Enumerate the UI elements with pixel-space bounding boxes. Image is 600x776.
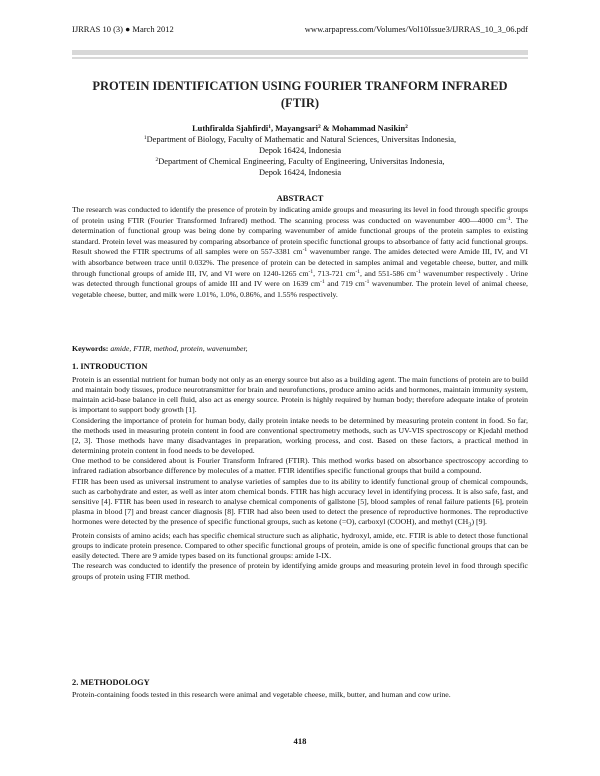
section-heading-methodology: 2. METHODOLOGY xyxy=(72,678,150,687)
abstract-body: The research was conducted to identify the presence of protein by indicating amide groups and measuring its level in food through specific groups of protein using FTIR (Fourier Transformed Infrared) method. The scanning process was conducted on wavenumber 400—4000 $cm^{-1}$. The determination of functional group was being done by comparing wavenumber of amide functional groups of the protein samples to existing standard. Protein level was measured by comparing absorbance of protein specific functional groups to absorbance of fatty acid functional groups. Result showed the FTIR spectrums of all samples were on 557-3381 $cm^{-1}$ wavenumber range. The amides detected were Amide III, IV, and VI with absorbance between trace until 0.032%. The presence of protein can be detected in samples animal and vegetable cheese, butter, and milk through functional groups of amide III, IV, and VI were on 1240-1265 $cm^{-1}$, 713-721 $cm^{-1}$, and 551-586 $cm^{-1}$ wavenumber respectively . Urine was detected through functional groups of amide III and IV were on 1639 $cm^{-1}$ and 719 $cm^{-1}$ wavenumber. The protein level of animal cheese, vegetable cheese, butter, and milk were 1.01%, 1.0%, 0.86%, and 1.55% respectively. xyxy=(72,205,528,299)
header-rule-thick xyxy=(72,50,528,55)
affiliation-1-city: Depok 16424, Indonesia xyxy=(258,146,342,155)
intro-paragraph: Protein consists of amino acids; each has specific chemical structure such as aliphatic, hydroxyl, amide, etc. FTIR is able to detect those functional groups to indicate protein presence. Compared to other specific functional groups of protein, amide is one of specific functional groups that can be easily detected. There are 9 amide types based on its functional groups: amide I-IX. xyxy=(72,530,528,561)
section-heading-introduction: 1. INTRODUCTION xyxy=(72,362,148,371)
journal-url: www.arpapress.com/Volumes/Vol10Issue3/IJRRAS_10_3_06.pdf xyxy=(304,24,528,34)
keywords-list: amide, FTIR, method, protein, wavenumber, xyxy=(108,344,248,353)
header-rule-thin xyxy=(72,57,528,59)
keywords xyxy=(72,344,528,353)
author-names: Luthfiralda Sjahfirdi$^1$, Mayangsari$^2$ & Mohammad Nasikin$^2$ xyxy=(192,124,408,133)
methodology-body: Protein-containing foods tested in this research were animal and vegetable cheese, milk, butter, and human and cow urine. xyxy=(72,690,451,699)
author-block xyxy=(72,123,528,178)
affiliation-2: $^2$Department of Chemical Engineering, Faculty of Engineering, Universitas Indonesia, xyxy=(155,157,445,166)
intro-paragraph: The research was conducted to identify the presence of protein by identifying amide groups and measuring protein level in food through specific groups of protein using FTIR method. xyxy=(72,561,528,581)
introduction-body xyxy=(72,375,528,582)
journal-header: IJRRAS 10 (3) ● March 2012 xyxy=(72,24,174,34)
intro-paragraph: Protein is an essential nutrient for human body not only as an energy source but also as a building agent. The main functions of protein are to build and maintain body tissues, produce neurotransmitter for brain and neurofunctions, produce amino acids and hormones, maintain immunity system, maintain acid-base balance in cell fluid, also act as energy source. Protein is highly required by human body; therefore adequate intake of protein is important to support body growth [1]. xyxy=(72,375,528,415)
abstract-heading: ABSTRACT xyxy=(276,193,324,203)
affiliation-1: $^1$Department of Biology, Faculty of Mathematic and Natural Sciences, Universitas Indonesia, xyxy=(143,135,457,144)
page-number: 418 xyxy=(293,736,307,746)
intro-paragraph: One method to be considered about is Fourier Transform Infrared (FTIR). This method works based on absorbance spectroscopy according to infrared radiation absorbance difference by molecules of a matter. FTIR identifies specific functional groups that build a compound. xyxy=(72,456,528,476)
paper-title: PROTEIN IDENTIFICATION USING FOURIER TRANFORM INFRARED (FTIR) xyxy=(92,79,508,110)
affiliation-2-city: Depok 16424, Indonesia xyxy=(258,168,342,177)
keywords-label: Keywords: xyxy=(72,344,109,353)
intro-paragraph: FTIR has been used as universal instrument to analyse varieties of samples due to its ability to identify functional group of chemical compounds, such as carbohydrate and ester, as well as inter atom chemical bonds. FTIR has high accuracy level in identifying process. It is also safe, fast, and sensitive [4]. FTIR has been used in research to analyse chemical components of gallstone [5], blood samples of renal failure patients [6], protein plasma in blood [7] and breast cancer diagnosis [8]. FTIR had also been used to detect the presence of reproductive hormones. The reproductive hormones were detected by the presence of specific functional groups, such as ketone (=O), carboxyl (COOH), and methyl $(CH_3)$ [9]. xyxy=(72,476,528,529)
intro-paragraph: Considering the importance of protein for human body, daily protein intake needs to be determined by measuring protein content in food. So far, the methods used in measuring protein content in food are conventional spectrometry methods, such as UV-VIS spectroscopy or Kjedahl method [2, 3]. Those methods have many disadvantages in preparation, working process, and cost. Based on these factors, a practical method in determining protein content in food needs to be developed. xyxy=(72,415,528,456)
